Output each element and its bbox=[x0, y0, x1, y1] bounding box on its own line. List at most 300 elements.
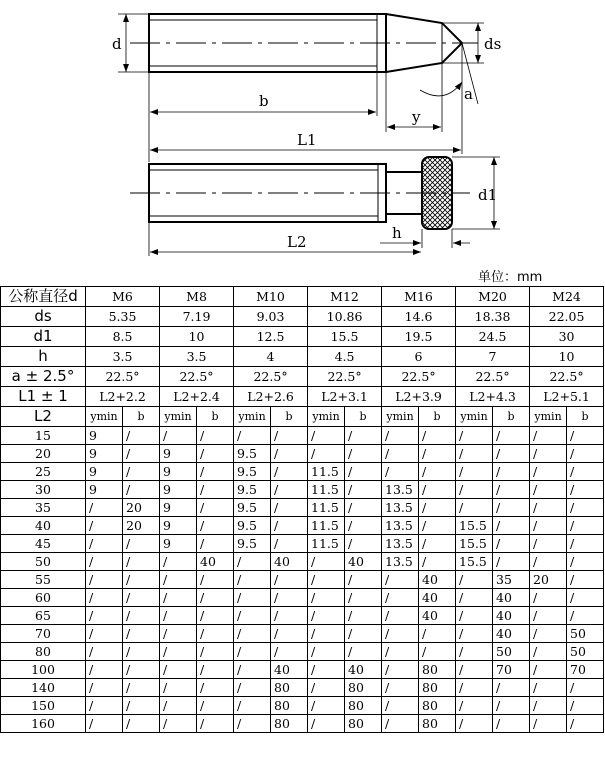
table-cell: / bbox=[530, 445, 567, 463]
table-cell: / bbox=[160, 571, 197, 589]
table-row bbox=[1, 499, 604, 517]
table-row bbox=[1, 553, 604, 571]
table-cell: / bbox=[234, 697, 271, 715]
table-cell: / bbox=[345, 625, 382, 643]
table-cell: / bbox=[123, 661, 160, 679]
table-cell: / bbox=[530, 643, 567, 661]
sub-header-b: b bbox=[197, 407, 234, 427]
table-cell: / bbox=[493, 697, 530, 715]
spec-value: 5.35 bbox=[86, 307, 160, 327]
table-cell: / bbox=[197, 589, 234, 607]
spec-row bbox=[1, 307, 604, 327]
table-cell: / bbox=[567, 679, 604, 697]
table-cell: / bbox=[567, 463, 604, 481]
spec-value: 6 bbox=[382, 347, 456, 367]
size-header: M6 bbox=[86, 287, 160, 307]
table-cell: / bbox=[86, 553, 123, 571]
table-row bbox=[1, 445, 604, 463]
table-cell: / bbox=[493, 535, 530, 553]
table-cell: / bbox=[86, 697, 123, 715]
label-b: b bbox=[259, 92, 269, 110]
table-cell: / bbox=[382, 427, 419, 445]
table-cell: 80 bbox=[345, 715, 382, 733]
size-header: M20 bbox=[456, 287, 530, 307]
table-cell: / bbox=[197, 427, 234, 445]
table-cell: / bbox=[86, 517, 123, 535]
table-cell: / bbox=[530, 499, 567, 517]
table-cell: / bbox=[160, 643, 197, 661]
sub-header-ymin: ymin bbox=[234, 407, 271, 427]
table-cell: 80 bbox=[419, 679, 456, 697]
table-cell: / bbox=[197, 499, 234, 517]
table-row bbox=[1, 661, 604, 679]
table-cell: 9 bbox=[86, 463, 123, 481]
table-cell: 15.5 bbox=[456, 535, 493, 553]
table-cell: / bbox=[419, 517, 456, 535]
size-header: M10 bbox=[234, 287, 308, 307]
l2-value: 50 bbox=[1, 553, 86, 571]
table-cell: / bbox=[419, 535, 456, 553]
l2-value: 150 bbox=[1, 697, 86, 715]
l2-value: 30 bbox=[1, 481, 86, 499]
table-cell: / bbox=[86, 607, 123, 625]
table-cell: / bbox=[345, 481, 382, 499]
table-cell: 40 bbox=[271, 661, 308, 679]
spec-table bbox=[0, 286, 604, 733]
table-cell: / bbox=[530, 553, 567, 571]
table-cell: / bbox=[345, 589, 382, 607]
table-cell: / bbox=[160, 607, 197, 625]
table-cell: / bbox=[382, 589, 419, 607]
table-cell: 50 bbox=[567, 643, 604, 661]
table-cell: / bbox=[271, 463, 308, 481]
table-cell: / bbox=[271, 643, 308, 661]
table-cell: / bbox=[530, 607, 567, 625]
table-cell: / bbox=[271, 625, 308, 643]
sub-header-row bbox=[1, 407, 604, 427]
table-cell: / bbox=[345, 463, 382, 481]
sub-header-ymin: ymin bbox=[86, 407, 123, 427]
table-cell: 80 bbox=[271, 679, 308, 697]
spec-value: 22.5° bbox=[382, 367, 456, 387]
table-cell: / bbox=[123, 679, 160, 697]
table-cell: / bbox=[197, 697, 234, 715]
sub-header-b: b bbox=[271, 407, 308, 427]
table-cell: / bbox=[123, 607, 160, 625]
spec-value: L2+5.1 bbox=[530, 387, 604, 407]
table-row bbox=[1, 427, 604, 445]
table-cell: 9 bbox=[160, 499, 197, 517]
table-cell: / bbox=[382, 715, 419, 733]
table-cell: / bbox=[308, 607, 345, 625]
table-cell: / bbox=[123, 697, 160, 715]
spec-value: 10 bbox=[530, 347, 604, 367]
table-row bbox=[1, 463, 604, 481]
table-cell: / bbox=[123, 445, 160, 463]
table-cell: / bbox=[382, 607, 419, 625]
row-label: L2 bbox=[1, 407, 86, 427]
spec-value: 10 bbox=[160, 327, 234, 347]
table-cell: / bbox=[493, 481, 530, 499]
table-cell: / bbox=[308, 589, 345, 607]
l2-value: 60 bbox=[1, 589, 86, 607]
spec-value: 22.05 bbox=[530, 307, 604, 327]
table-cell: 13.5 bbox=[382, 535, 419, 553]
table-cell: / bbox=[419, 499, 456, 517]
table-cell: / bbox=[456, 571, 493, 589]
bottom-pin-view bbox=[130, 157, 500, 256]
table-cell: / bbox=[234, 607, 271, 625]
sub-header-b: b bbox=[567, 407, 604, 427]
table-cell: / bbox=[86, 643, 123, 661]
table-cell: / bbox=[197, 481, 234, 499]
spec-value: 4.5 bbox=[308, 347, 382, 367]
label-a: a bbox=[464, 85, 473, 103]
table-cell: / bbox=[456, 607, 493, 625]
table-cell: 50 bbox=[567, 625, 604, 643]
table-cell: / bbox=[419, 445, 456, 463]
table-cell: 80 bbox=[419, 661, 456, 679]
table-cell: / bbox=[123, 463, 160, 481]
table-cell: / bbox=[493, 679, 530, 697]
table-cell: 80 bbox=[345, 679, 382, 697]
table-cell: 40 bbox=[419, 607, 456, 625]
spec-value: 4 bbox=[234, 347, 308, 367]
table-cell: / bbox=[493, 445, 530, 463]
table-cell: / bbox=[271, 607, 308, 625]
table-cell: / bbox=[271, 535, 308, 553]
table-cell: / bbox=[530, 463, 567, 481]
table-row bbox=[1, 625, 604, 643]
l2-value: 55 bbox=[1, 571, 86, 589]
l2-value: 100 bbox=[1, 661, 86, 679]
table-cell: / bbox=[456, 481, 493, 499]
spec-row bbox=[1, 347, 604, 367]
table-cell: 13.5 bbox=[382, 553, 419, 571]
table-cell: / bbox=[197, 571, 234, 589]
table-cell: 40 bbox=[493, 607, 530, 625]
table-row bbox=[1, 643, 604, 661]
table-cell: 15.5 bbox=[456, 553, 493, 571]
spec-value: 22.5° bbox=[456, 367, 530, 387]
spec-value: 22.5° bbox=[234, 367, 308, 387]
spec-value: 12.5 bbox=[234, 327, 308, 347]
sub-header-ymin: ymin bbox=[308, 407, 345, 427]
table-cell: / bbox=[345, 535, 382, 553]
table-cell: / bbox=[271, 517, 308, 535]
l2-value: 25 bbox=[1, 463, 86, 481]
l2-value: 45 bbox=[1, 535, 86, 553]
table-cell: / bbox=[345, 445, 382, 463]
table-cell: 9 bbox=[86, 481, 123, 499]
table-cell: / bbox=[345, 607, 382, 625]
table-cell: / bbox=[382, 697, 419, 715]
table-cell: 70 bbox=[567, 661, 604, 679]
table-cell: / bbox=[382, 625, 419, 643]
spec-value: L2+3.1 bbox=[308, 387, 382, 407]
table-cell: / bbox=[567, 607, 604, 625]
table-cell: / bbox=[456, 697, 493, 715]
table-cell: / bbox=[160, 625, 197, 643]
table-cell: / bbox=[197, 625, 234, 643]
table-cell: / bbox=[382, 643, 419, 661]
sub-header-ymin: ymin bbox=[530, 407, 567, 427]
table-cell: / bbox=[160, 715, 197, 733]
table-cell: / bbox=[308, 697, 345, 715]
table-cell: / bbox=[160, 679, 197, 697]
table-cell: / bbox=[567, 589, 604, 607]
table-cell: 11.5 bbox=[308, 481, 345, 499]
table-cell: / bbox=[86, 715, 123, 733]
table-cell: / bbox=[567, 517, 604, 535]
spec-value: 22.5° bbox=[530, 367, 604, 387]
table-row bbox=[1, 571, 604, 589]
table-cell: / bbox=[456, 625, 493, 643]
table-cell: / bbox=[530, 697, 567, 715]
table-cell: / bbox=[456, 589, 493, 607]
spec-value: 24.5 bbox=[456, 327, 530, 347]
label-h: h bbox=[392, 224, 402, 242]
table-cell: 9 bbox=[86, 445, 123, 463]
table-cell: / bbox=[345, 571, 382, 589]
table-cell: / bbox=[493, 463, 530, 481]
table-cell: / bbox=[86, 661, 123, 679]
table-cell: / bbox=[345, 499, 382, 517]
table-cell: 40 bbox=[493, 625, 530, 643]
table-cell: 40 bbox=[419, 571, 456, 589]
table-cell: 40 bbox=[419, 589, 456, 607]
unit-label: 单位：mm bbox=[478, 270, 543, 285]
table-cell: / bbox=[419, 463, 456, 481]
spec-value: 3.5 bbox=[160, 347, 234, 367]
table-cell: / bbox=[234, 643, 271, 661]
table-cell: / bbox=[160, 589, 197, 607]
spec-value: L2+4.3 bbox=[456, 387, 530, 407]
table-cell: / bbox=[567, 697, 604, 715]
table-cell: / bbox=[123, 427, 160, 445]
table-cell: / bbox=[197, 463, 234, 481]
label-d1: d1 bbox=[478, 186, 498, 204]
table-cell: / bbox=[456, 715, 493, 733]
table-cell: / bbox=[419, 553, 456, 571]
table-row bbox=[1, 481, 604, 499]
spec-value: 10.86 bbox=[308, 307, 382, 327]
table-cell: / bbox=[456, 661, 493, 679]
spec-value: L2+2.2 bbox=[86, 387, 160, 407]
table-cell: / bbox=[530, 661, 567, 679]
table-cell: / bbox=[567, 427, 604, 445]
sub-header-ymin: ymin bbox=[382, 407, 419, 427]
table-cell: / bbox=[271, 499, 308, 517]
l2-value: 40 bbox=[1, 517, 86, 535]
spec-row bbox=[1, 387, 604, 407]
table-cell: / bbox=[308, 427, 345, 445]
table-cell: 50 bbox=[493, 643, 530, 661]
table-cell: / bbox=[567, 571, 604, 589]
table-cell: 9.5 bbox=[234, 481, 271, 499]
table-cell: / bbox=[271, 427, 308, 445]
table-cell: / bbox=[123, 643, 160, 661]
l2-value: 35 bbox=[1, 499, 86, 517]
table-cell: 9 bbox=[160, 481, 197, 499]
table-cell: / bbox=[567, 445, 604, 463]
spec-row bbox=[1, 327, 604, 347]
size-header: M12 bbox=[308, 287, 382, 307]
row-label: a ± 2.5° bbox=[1, 367, 86, 387]
table-cell: / bbox=[419, 427, 456, 445]
table-cell: / bbox=[234, 661, 271, 679]
spec-value: 18.38 bbox=[456, 307, 530, 327]
table-cell: / bbox=[160, 427, 197, 445]
table-row bbox=[1, 589, 604, 607]
table-cell: / bbox=[234, 571, 271, 589]
table-cell: 15.5 bbox=[456, 517, 493, 535]
table-cell: 80 bbox=[345, 697, 382, 715]
table-cell: 35 bbox=[493, 571, 530, 589]
table-cell: / bbox=[271, 481, 308, 499]
table-cell: / bbox=[345, 427, 382, 445]
spec-value: 15.5 bbox=[308, 327, 382, 347]
table-cell: / bbox=[493, 499, 530, 517]
table-cell: / bbox=[197, 661, 234, 679]
table-cell: / bbox=[234, 625, 271, 643]
table-cell: / bbox=[308, 625, 345, 643]
size-header: M8 bbox=[160, 287, 234, 307]
table-cell: / bbox=[567, 553, 604, 571]
l2-value: 20 bbox=[1, 445, 86, 463]
table-cell: / bbox=[308, 679, 345, 697]
spec-value: L2+2.4 bbox=[160, 387, 234, 407]
table-cell: 20 bbox=[530, 571, 567, 589]
table-cell: / bbox=[123, 571, 160, 589]
table-cell: 9.5 bbox=[234, 499, 271, 517]
table-cell: 40 bbox=[271, 553, 308, 571]
l2-value: 160 bbox=[1, 715, 86, 733]
table-cell: 80 bbox=[419, 697, 456, 715]
table-cell: / bbox=[271, 571, 308, 589]
table-cell: / bbox=[234, 553, 271, 571]
table-cell: 9 bbox=[160, 463, 197, 481]
table-cell: / bbox=[493, 427, 530, 445]
table-cell: / bbox=[308, 445, 345, 463]
table-cell: 9 bbox=[86, 427, 123, 445]
table-row bbox=[1, 607, 604, 625]
table-cell: / bbox=[123, 553, 160, 571]
table-cell: / bbox=[567, 481, 604, 499]
table-cell: / bbox=[530, 427, 567, 445]
table-cell: / bbox=[308, 661, 345, 679]
table-cell: 13.5 bbox=[382, 517, 419, 535]
table-cell: / bbox=[567, 535, 604, 553]
table-cell: / bbox=[197, 679, 234, 697]
table-cell: / bbox=[160, 553, 197, 571]
table-cell: / bbox=[197, 517, 234, 535]
table-cell: / bbox=[345, 517, 382, 535]
table-cell: 9 bbox=[160, 535, 197, 553]
table-cell: / bbox=[197, 643, 234, 661]
spec-value: 7.19 bbox=[160, 307, 234, 327]
l2-value: 140 bbox=[1, 679, 86, 697]
table-cell: / bbox=[86, 499, 123, 517]
table-cell: / bbox=[86, 535, 123, 553]
table-row bbox=[1, 715, 604, 733]
table-cell: / bbox=[382, 571, 419, 589]
table-cell: / bbox=[160, 661, 197, 679]
table-cell: / bbox=[493, 517, 530, 535]
table-cell: / bbox=[86, 571, 123, 589]
table-cell: / bbox=[456, 445, 493, 463]
sub-header-ymin: ymin bbox=[456, 407, 493, 427]
table-cell: / bbox=[530, 625, 567, 643]
table-cell: / bbox=[308, 643, 345, 661]
table-cell: / bbox=[493, 715, 530, 733]
spec-value: 19.5 bbox=[382, 327, 456, 347]
row-label: h bbox=[1, 347, 86, 367]
spec-value: 22.5° bbox=[86, 367, 160, 387]
table-cell: / bbox=[530, 679, 567, 697]
table-row bbox=[1, 535, 604, 553]
spec-value: L2+3.9 bbox=[382, 387, 456, 407]
table-cell: 40 bbox=[345, 553, 382, 571]
table-cell: 40 bbox=[493, 589, 530, 607]
table-cell: / bbox=[530, 715, 567, 733]
spec-value: 22.5° bbox=[308, 367, 382, 387]
table-cell: 9 bbox=[160, 445, 197, 463]
table-cell: 9.5 bbox=[234, 517, 271, 535]
spec-value: 8.5 bbox=[86, 327, 160, 347]
table-cell: 80 bbox=[271, 697, 308, 715]
label-l1: L1 bbox=[297, 131, 317, 149]
table-cell: / bbox=[419, 481, 456, 499]
table-cell: 40 bbox=[345, 661, 382, 679]
size-header: M16 bbox=[382, 287, 456, 307]
table-cell: / bbox=[345, 643, 382, 661]
table-cell: 11.5 bbox=[308, 463, 345, 481]
label-d: d bbox=[112, 35, 122, 53]
table-cell: / bbox=[530, 589, 567, 607]
table-cell: 9.5 bbox=[234, 445, 271, 463]
table-cell: / bbox=[271, 589, 308, 607]
table-cell: / bbox=[567, 715, 604, 733]
table-cell: 13.5 bbox=[382, 481, 419, 499]
table-cell: / bbox=[86, 589, 123, 607]
sub-header-b: b bbox=[345, 407, 382, 427]
label-y: y bbox=[412, 108, 421, 126]
table-cell: 80 bbox=[271, 715, 308, 733]
table-cell: / bbox=[456, 427, 493, 445]
technical-drawing bbox=[0, 0, 605, 262]
table-cell: / bbox=[123, 481, 160, 499]
l2-value: 15 bbox=[1, 427, 86, 445]
spec-value: 7 bbox=[456, 347, 530, 367]
table-cell: / bbox=[530, 535, 567, 553]
table-cell: / bbox=[530, 481, 567, 499]
table-cell: / bbox=[530, 517, 567, 535]
table-cell: 11.5 bbox=[308, 517, 345, 535]
table-cell: / bbox=[197, 445, 234, 463]
table-cell: / bbox=[419, 625, 456, 643]
spec-value: 30 bbox=[530, 327, 604, 347]
spec-value: 14.6 bbox=[382, 307, 456, 327]
sub-header-ymin: ymin bbox=[160, 407, 197, 427]
table-cell: 9 bbox=[160, 517, 197, 535]
spec-value: L2+2.6 bbox=[234, 387, 308, 407]
table-cell: / bbox=[197, 535, 234, 553]
table-cell: / bbox=[382, 679, 419, 697]
l2-value: 70 bbox=[1, 625, 86, 643]
table-cell: / bbox=[123, 715, 160, 733]
table-cell: / bbox=[456, 499, 493, 517]
